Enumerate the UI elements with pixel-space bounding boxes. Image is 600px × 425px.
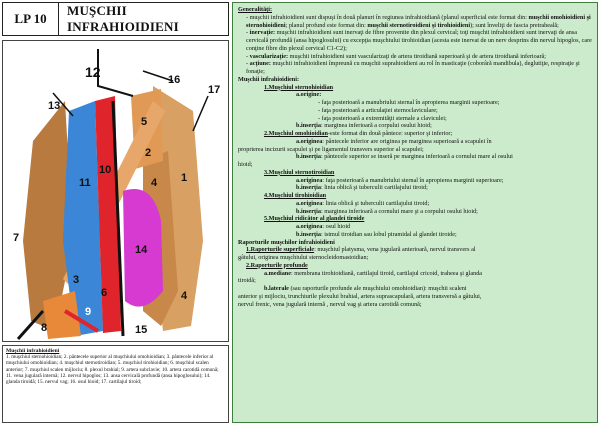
muscle-5-insertion: b.inserţia: istmul tiroidian sau lobul piramidal al glandei tiroide;	[296, 230, 457, 238]
label-10: 10	[99, 164, 112, 176]
raport-profund-title: 2.Raporturile profunde	[246, 261, 308, 269]
muscle-1-title: 1.Muşchiul sternohioidian	[264, 83, 334, 91]
anatomy-figure	[2, 40, 229, 342]
muscle-2-origin: a.originea: pântecele inferior are originea pe marginea superioară a scapulei în	[296, 137, 492, 145]
muscle-2-origin-cont: proprierea incizurii scapulei şi pe ligamentul transvers superior al scapulei;	[238, 145, 424, 153]
raport-laterale-cont-1: anterior şi mijlociu, trunchiurile plexului brahial, artera suprascapulară, artera transversă a gâtului,	[238, 292, 482, 300]
legend-heading: Muşchii infrahioidieni	[6, 348, 60, 354]
muscle-3-insertion: b.inserţia: linia oblică şi tuberculii cartilajului tiroid;	[296, 184, 428, 192]
label-4b: 4	[181, 290, 188, 302]
muscle-1-origin-1: - faţa posterioară a manubriului sternal în apropierea marginii superioare;	[318, 99, 500, 106]
figure-legend	[2, 345, 229, 423]
muscle-1-origin-2: - faţa posterioară a articulaţiei sternoclaviculare;	[318, 106, 438, 114]
infrahyoid-muscles-illustration	[3, 41, 228, 341]
label-17: 17	[208, 84, 221, 96]
raport-superficial: 1.Raporturile superficiale: muşchiul platysma, vena jugulară anterioară, nervul transvers al	[246, 246, 476, 254]
section-generalitati: Generalităţi:	[238, 6, 273, 13]
lesson-text-panel	[232, 2, 598, 423]
label-13: 13	[48, 100, 61, 112]
raport-superficial-cont: gâtului, originea muşchiului sternocleidomastoidian;	[238, 254, 369, 261]
muscle-5-title: 5.Muşchiul ridicător al glandei tiroide	[264, 215, 365, 223]
muscle-2-insertion-cont: hioid;	[238, 161, 253, 168]
muscle-2-insertion: b.inserţia: pântecele superior se inseră pe marginea inferioară a cornului mare al osului	[296, 153, 513, 161]
lesson-code: LP 10	[3, 3, 59, 35]
label-11: 11	[79, 177, 91, 189]
raport-mediane: a.mediane: membrana tirohioidiană, cartilajul tiroid, cartilajul cricoid, traheea şi glanda	[264, 269, 483, 277]
para-vascularizatie: - vascularizaţie: muşchii infrahioidieni sunt vascularizaţi de artera tiroidiană superioară şi de artera tiroidiană inferioară;	[246, 52, 546, 60]
label-5: 5	[141, 116, 148, 128]
label-6: 6	[101, 287, 108, 299]
section-muschii: Muşchii infrahioidieni:	[238, 75, 300, 83]
raport-mediane-cont: tiroidă;	[238, 277, 256, 285]
para-inervatie: - inervaţie: muşchii infrahioidieni sunt inervaţi de fibre provenite din plexul cervical; toţi muşchii infrahioidieni sunt inervaţi de ansa cervicală profundă (ansa hipoglosului) cu excepţia muşchiului tirohioidian (acesta este inervat de un nerv desprins din nervul hipoglos, care conţine fibre din plexul cervical C1-C2);	[246, 29, 592, 52]
label-2: 2	[145, 147, 152, 159]
muscle-4-origin: a.originea: linia oblică şi tuberculii cartilajului tiroid;	[296, 199, 430, 207]
raport-laterale-cont-2: nervul frenic, vena jugulară internă , nervul vag şi artera carotidă comună;	[238, 300, 422, 308]
muscle-1-origin-label: a.origine:	[296, 91, 322, 99]
muscle-4-title: 4.Muşchiul tirohioidian	[264, 192, 327, 199]
legend-text: 1. muşchiul sternohioidian; 2. pântecele superior al muşchiului omohioidian; 3. pântecele inferior al muşchiului omohioidian; 4. muşchiul sternotiroidian; 5. muşchiul tirohioidian; 6. muşchiul scalen anterior; 7. muşchiul scalen mijlociu; 8. plexul brahial; 9. artera subclavie; 10. artera carotidă comună; 11. vena jugulară internă; 12. nervul hipoglos; 13. ansa cervicală profundă (ansa hipoglosului); 14. glanda tiroidă; 15. nervul vag; 16. osul hioid; 17. cartilajul tiroid;	[6, 354, 219, 386]
para-planuri: - muşchii infrahioidieni sunt dispuşi în două planuri în regiunea infrahioidiană (planul superficial este format din: muşchii omohioidieni şi sternohioidieni; planul profund este format din: muşchii sternotiroidieni şi tirohioidieni); sunt înveliţi de fascia pretraheală;	[246, 13, 591, 29]
muscle-2-title: 2.Muşchiul omohioidian-este format din două pântece: superior şi inferior;	[264, 130, 453, 137]
label-8: 8	[41, 322, 48, 334]
label-1: 1	[181, 172, 188, 184]
muscle-1-insertion: b.inserţia: marginea inferioară a corpului osului hioid;	[296, 122, 432, 130]
lesson-title: MUŞCHII INFRAHIOIDIENI	[67, 3, 179, 34]
lesson-header	[2, 2, 229, 36]
label-7: 7	[13, 232, 20, 244]
label-15: 15	[135, 324, 148, 336]
label-3: 3	[73, 274, 80, 286]
muscle-3-title: 3.Muşchiul sternotiroidian	[264, 168, 335, 176]
label-4a: 4	[151, 177, 158, 189]
raport-laterale: b.laterale (sau raporturile profunde ale muşchiului omohioidian): muşchii scaleni	[264, 285, 467, 292]
muscle-3-origin: a.originea: faţa posterioară a manubriului sternal în apropierea marginii superioare;	[296, 176, 504, 184]
section-raporturi: Raporturile muşchilor infrahioidieni	[238, 238, 335, 246]
label-16: 16	[168, 74, 181, 86]
muscle-1-origin-3: - faţa posterioară a extremităţii sternale a claviculei;	[318, 114, 447, 122]
muscle-5-origin: a.originea: osul hioid	[296, 223, 351, 230]
muscle-4-insertion: b.inserţia: marginea inferioară a cornului mare şi a corpului osului hioid;	[296, 207, 478, 215]
label-14: 14	[135, 244, 148, 256]
label-12: 12	[85, 64, 101, 80]
label-9: 9	[85, 306, 92, 318]
para-actiune: - acţiune: muşchii infrahioidieni împreună cu muşchii suprahioidieni au rol în masticaţie (coborâră mandibula), deglutiţie, respiraţie şi fonaţie;	[246, 60, 580, 75]
